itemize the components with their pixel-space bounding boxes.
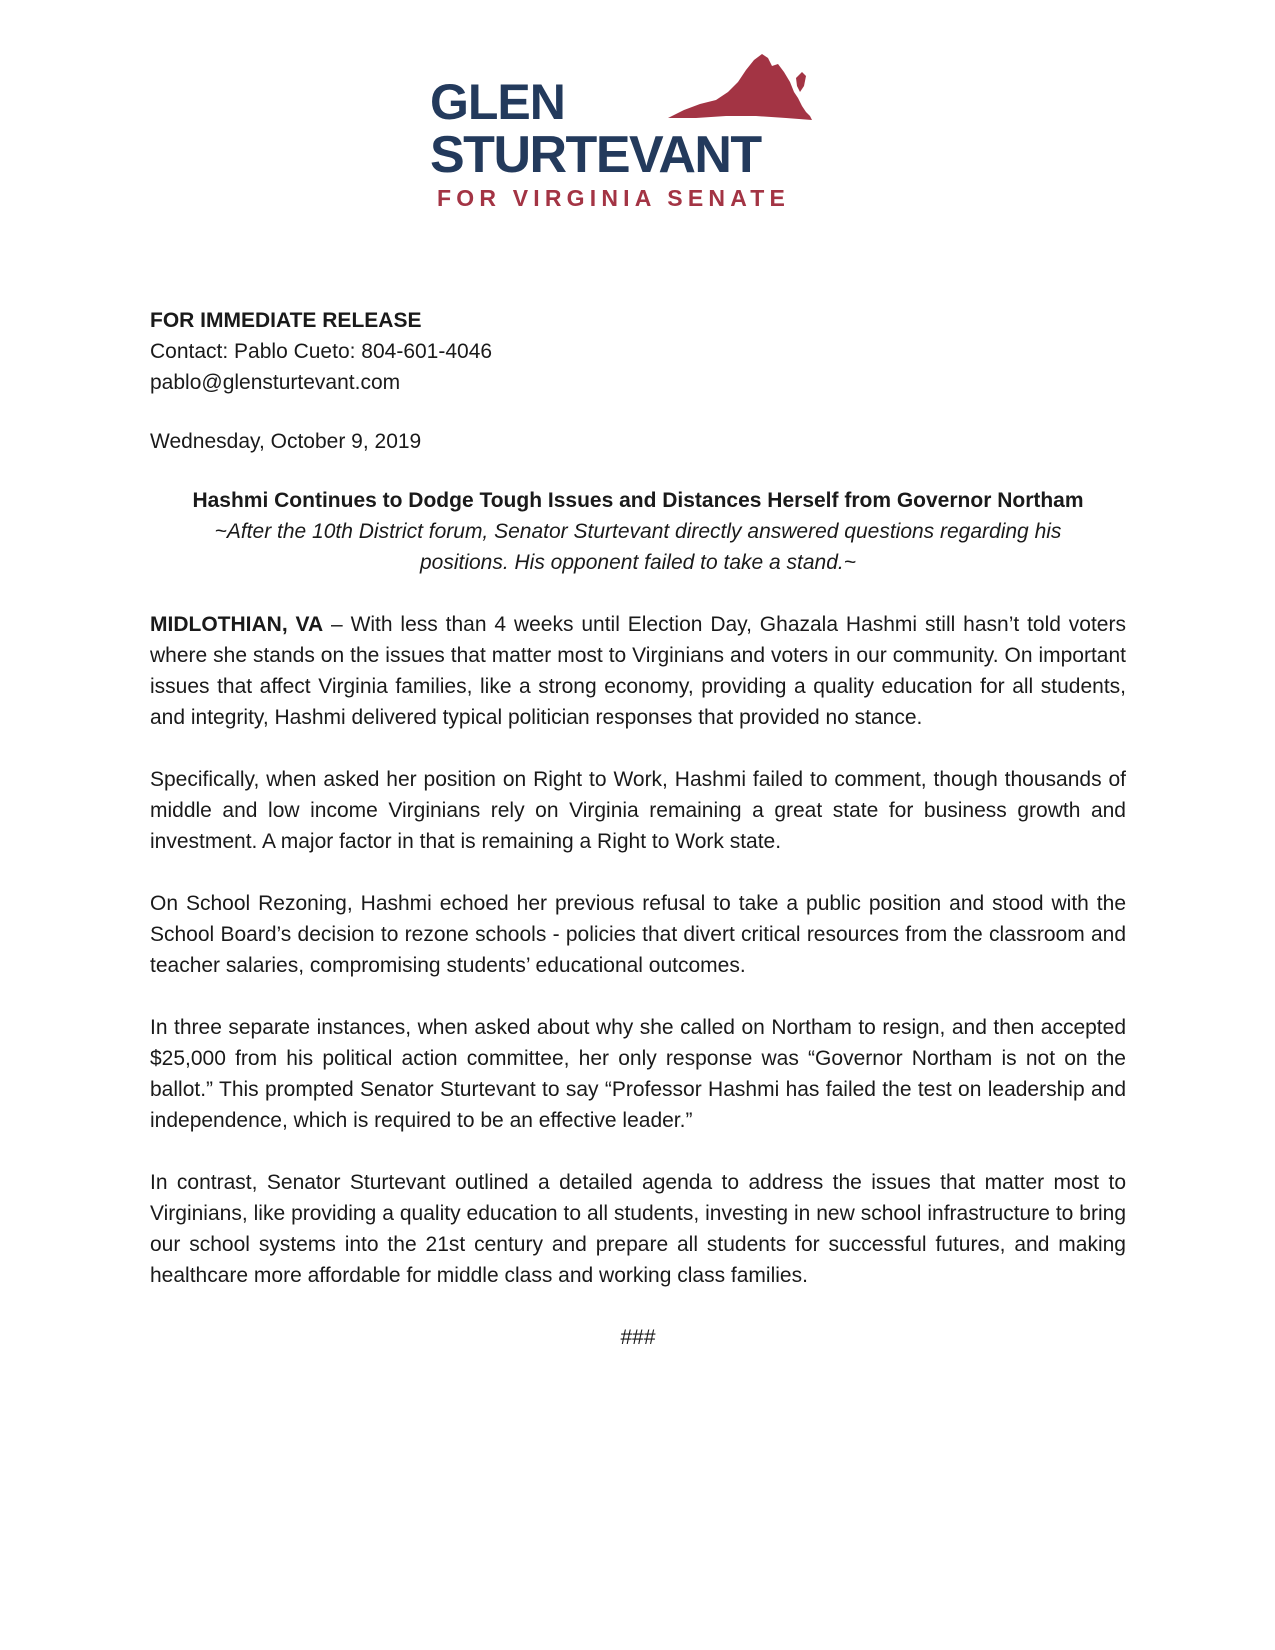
paragraph-northam: In three separate instances, when asked about why she called on Northam to resign, and then accepted $25,000 from his political action committee, her only response was “Governor Northam is not on the ballot.” This prompted Senator Sturtevant to say “Professor Hashmi has failed the test on leadership and independence, which is required to be an effective leader.”	[150, 1016, 1126, 1132]
logo-first-name: GLEN	[430, 74, 565, 130]
logo-tagline: FOR VIRGINIA SENATE	[437, 185, 791, 211]
lead-text: – With less than 4 weeks until Election Day, Ghazala Hashmi still hasn’t told voters where she stands on the issues that matter most to Virginians and voters in our community. On important issues that affect Virginia families, like a strong economy, providing a quality education for all students, and integrity, Hashmi delivered typical politician responses that provided no stance.	[150, 613, 1126, 729]
lead-paragraph	[150, 609, 1126, 733]
paragraph-agenda: In contrast, Senator Sturtevant outlined a detailed agenda to address the issues that matter most to Virginians, like providing a quality education to all students, investing in new school infrastructure to bring our school systems into the 21st century and prepare all students for successful futures, and making healthcare more affordable for middle class and working class families.	[150, 1171, 1126, 1287]
dateline: MIDLOTHIAN, VA	[150, 613, 324, 636]
headline: Hashmi Continues to Dodge Tough Issues and Distances Herself from Governor Northam	[192, 489, 1084, 512]
contact-email: pablo@glensturtevant.com	[150, 371, 401, 394]
end-mark: ###	[620, 1326, 656, 1349]
virginia-state-icon	[666, 52, 814, 122]
subheadline: ~After the 10th District forum, Senator Sturtevant directly answered questions regarding his positions. His opponent failed to take a stand.~	[214, 520, 1062, 574]
release-label: FOR IMMEDIATE RELEASE	[150, 309, 422, 332]
paragraph-school-rezoning: On School Rezoning, Hashmi echoed her previous refusal to take a public position and stood with the School Board’s decision to rezone schools - policies that divert critical resources from the classroom and teacher salaries, compromising students’ educational outcomes.	[150, 892, 1126, 977]
logo-last-name: STURTEVANT	[430, 126, 761, 184]
contact-line: Contact: Pablo Cueto: 804-601-4046	[150, 340, 493, 363]
campaign-logo	[430, 50, 830, 220]
release-date: Wednesday, October 9, 2019	[150, 430, 422, 453]
press-release	[150, 305, 1126, 1353]
paragraph-right-to-work: Specifically, when asked her position on Right to Work, Hashmi failed to comment, though thousands of middle and low income Virginians rely on Virginia remaining a great state for business growth and investment. A major factor in that is remaining a Right to Work state.	[150, 768, 1126, 853]
